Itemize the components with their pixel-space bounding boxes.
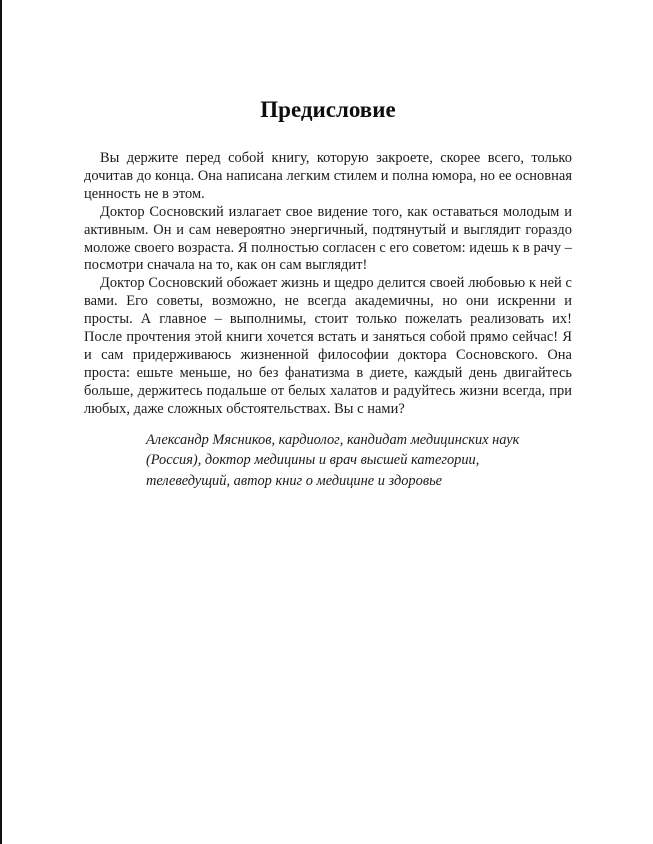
signature-line-3: телеведущий, автор книг о медицине и здоровье [146,472,443,489]
author-signature [146,430,572,492]
signature-line-1: Александр Мясников, кардиолог, кандидат медицинских наук [146,431,520,448]
page-title: Предисловие [260,97,396,122]
paragraph-1: Вы держите перед собой книгу, которую закроете, скорее всего, только дочитав до конца. Она написана легким стилем и полна юмора, но ее основная ценность не в этом. [84,150,572,202]
signature-line-2: (Россия), доктор медицины и врач высшей категории, [146,452,480,469]
paragraph-2: Доктор Сосновский излагает свое видение того, как оставаться молодым и активным. Он и сам невероятно энергичный, подтянутый и выглядит гораздо моложе своего возраста. Я полностью согласен с его советом: идешь к в рачу – посмотри сначала на то, как он сам выглядит! [84,203,572,274]
page-edge-border [0,0,2,844]
paragraph-3: Доктор Сосновский обожает жизнь и щедро делится своей любовью к ней с вами. Его советы, возможно, не всегда академичны, но они искренни и просты. А главное – выполнимы, стоит только пожелать реализовать их! После прочтения этой книги хочется встать и заняться собой прямо сейчас! Я и сам придерживаюсь жизненной философии доктора Сосновского. Она проста: ешьте меньше, но без фанатизма в диете, каждый день двигайтесь больше, держитесь подальше от белых халатов и радуйтесь жизни всегда, при любых, даже сложных обстоятельствах. Вы с нами? [84,275,572,417]
document-page [84,92,572,491]
